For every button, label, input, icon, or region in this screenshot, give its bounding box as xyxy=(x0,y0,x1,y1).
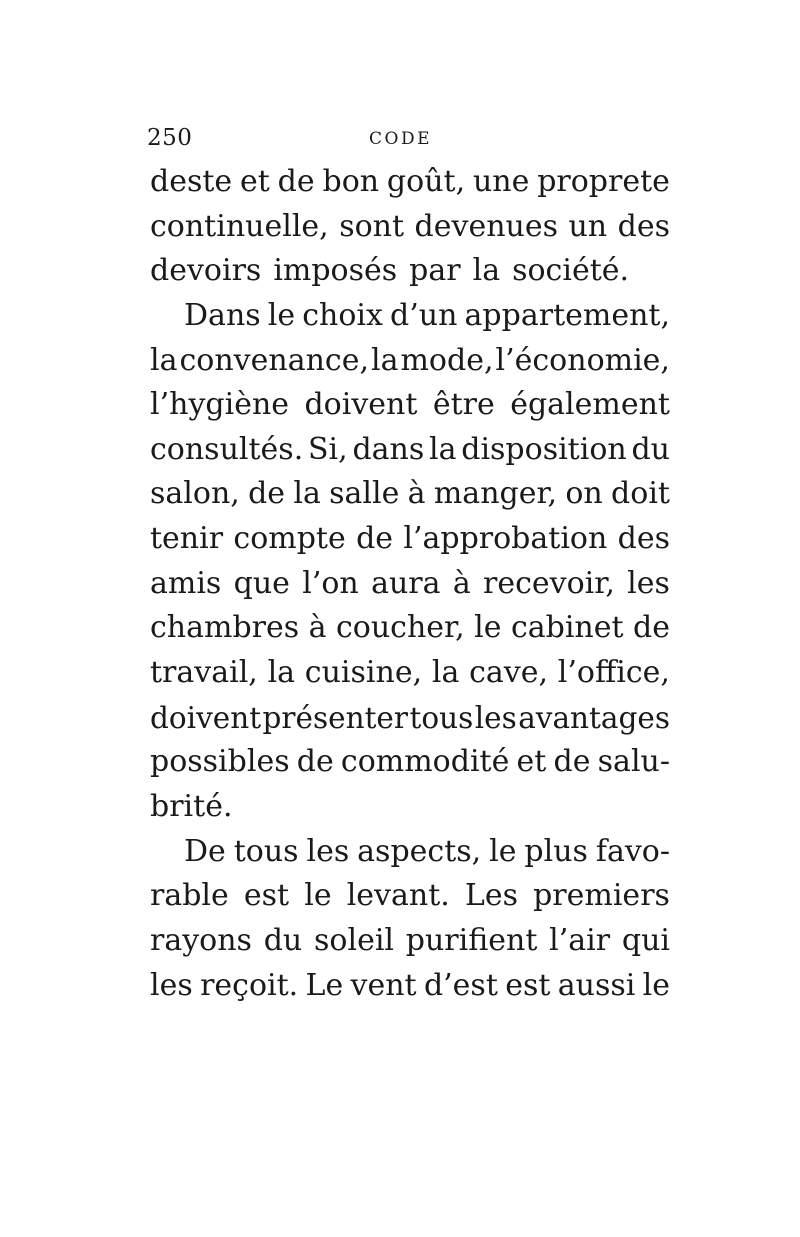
text-line: continuelle, sont devenues un des xyxy=(150,208,670,244)
text-line: brité. xyxy=(150,788,233,824)
text-line: la convenance, la mode, l’économie, xyxy=(150,342,670,378)
text-line: Dans le choix d’un appartement, xyxy=(184,297,670,333)
text-line: les reçoit. Le vent d’est est aussi le xyxy=(150,967,670,1003)
text-line: possibles de commodité et de salu- xyxy=(150,744,670,780)
text-line: tenir compte de l’approbation des xyxy=(150,521,670,557)
text-line: amis que l’on aura à recevoir, les xyxy=(150,565,670,601)
text-line: doivent présenter tous les avantages xyxy=(150,700,670,735)
text-line: deste et de bon goût, une proprete xyxy=(150,164,670,199)
text-line: salon, de la salle à manger, on doit xyxy=(150,476,670,512)
text-line: travail, la cuisine, la cave, l’office, xyxy=(150,655,670,691)
running-head xyxy=(147,125,667,155)
text-line: rable est le levant. Les premiers xyxy=(150,878,670,914)
text-line: rayons du soleil purifient l’air qui xyxy=(150,922,670,958)
text-line: De tous les aspects, le plus favo- xyxy=(184,833,670,869)
text-line: chambres à coucher, le cabinet de xyxy=(150,610,670,646)
body-text xyxy=(150,160,670,1008)
running-title: CODE xyxy=(369,129,432,149)
text-line: consultés. Si, dans la disposition du xyxy=(150,431,670,467)
text-line: l’hygiène doivent être également xyxy=(150,387,670,423)
page-number: 250 xyxy=(147,125,193,151)
text-line: devoirs imposés par la société. xyxy=(150,253,630,289)
